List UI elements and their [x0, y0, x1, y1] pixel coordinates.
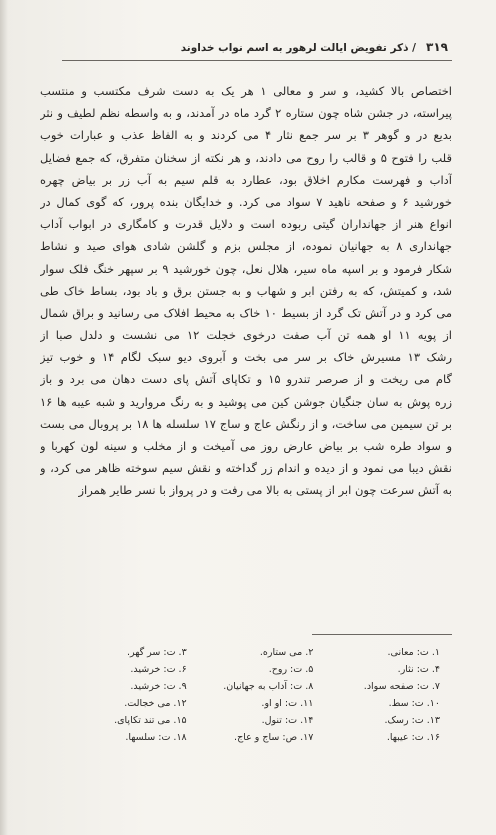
footnote-rule [312, 634, 452, 635]
footnote: ۱۳. ت: رسک. [384, 715, 440, 726]
text-line: شکار فرمود و بر اسپه ماه سیر، هلال نعل، چون خورشید ۹ بر سپهر خنگ فلک سوار [40, 261, 452, 276]
footnote: ۳. ت: سر گهر. [126, 647, 187, 658]
text-line: از پویه ۱۱ او همه تن آب صفت درخوی خجلت ۱۲ می نشست و دلدل صبا از [40, 328, 452, 343]
text-line: نقش دیبا می نمود و از دیده و اندام زر گداخته و نقش سیم سوخته ظاهر می کرد، و [40, 461, 452, 476]
text-line: زره پوش به سان جنگیان جوشن کین می پوشید و به رنگ مروارید و شبه عیبه ها ۱۶ [40, 394, 452, 409]
footnote: ۶. ت: خرشید. [130, 664, 187, 675]
main-text [40, 80, 452, 502]
text-line: به آتش سرعت چون ابر از پستی به بالا می رفت و در پرواز با نسر طایر همراز [78, 483, 452, 498]
text-line: و سواد طره شب بر بیاض عارض روز می آمیخت و از مخلب و سینه لون کهربا و [40, 439, 452, 453]
footnotes [60, 646, 440, 745]
page-number: ۳۱۹ [426, 40, 448, 54]
text-line: رشک ۱۳ مسیرش خاک بر سر می بخت و آبروی دیو سبک لگام ۱۴ و خوب تیز [40, 350, 452, 365]
text-line: اختصاص بالا کشید، و سر و معالی ۱ هر یک به دست شرف مکتسب و منتسب [40, 84, 452, 98]
text-line: بدیع در و گوهر ۳ بر سر جمع نثار ۴ می کردند و به الفاظ عذب و عبارات خوب [40, 128, 452, 143]
header-rule [62, 60, 452, 61]
text-line: گام می ریخت و از صرصر تندرو ۱۵ و تکاپای آتش پای دست دهان می برد و باز [40, 372, 452, 387]
running-title: / ذکر تفویض ایالت لرهور به اسم نواب خداوند [180, 42, 417, 54]
text-line: شد، و کمیتش، که به رفتن ابر و شهاب و به جستن برق و باد بود، بساط خاک طی [40, 283, 452, 298]
footnote: ۷. ت: صفحه سواد. [363, 681, 440, 692]
footnote: ۱۶. ت: عیبها. [386, 732, 440, 743]
footnote: ۵. ت: روح. [268, 664, 314, 675]
text-line: می کرد و در آتش تک گرد از بسیط ۱۰ خاک به محیط افلاک می رسانید و براق شمال [40, 305, 452, 320]
text-line: انواع هنر از جهانداران گیتی ربوده است و دلایل قدرت و کامگاری در ابواب آداب [40, 217, 452, 232]
text-line: پیراسته، در جشن شاه چون ستاره ۲ گرد ماه در آمدند، و به واسطه نظم لطیف و نثر [40, 106, 452, 121]
footnote: ۱۸. ت: سلسها. [125, 732, 187, 743]
footnote: ۱۷. ص: ساج و عاج. [234, 732, 314, 743]
footnote: ۹. ت: خرشید. [130, 681, 187, 692]
page-gutter-shadow [0, 0, 8, 835]
footnote: ۱۲. می خجالت. [124, 698, 187, 709]
footnote: ۱۵. می تند تکاپای. [114, 715, 187, 726]
footnote: ۱۴. ت: تنول. [261, 715, 314, 726]
footnote: ۱۱. ت: او او. [261, 698, 314, 709]
text-line: بر تن سیمین می ساخت، و از رنگش عاج و ساج ۱۷ سلسله ها ۱۸ بر پروبال می بست [40, 416, 452, 431]
text-line: جهانداری ۸ به جهانیان نموده، از مجلس بزم و گلشن شادی هوای صید و نشاط [40, 239, 452, 254]
running-header [60, 40, 448, 54]
text-line: آداب و فهرست مکارم اخلاق بود، عطارد به قلم سیم به آب زر بر بیاض چهره [40, 172, 452, 187]
footnote: ۴. ت: نثار. [397, 664, 440, 675]
footnote: ۱. ت: معانی. [387, 647, 440, 658]
footnote: ۲. می ستاره. [259, 647, 314, 658]
text-line: قلب را فتوح ۵ و قالب را روح می دادند، و هر نکته از سخنان متفرق، که جمع فضایل [40, 150, 452, 165]
text-line: خورشید ۶ و صفحه ناهید ۷ سواد می کرد. و خدایگان بنده پرور، که گوی کمال در [40, 194, 452, 209]
footnote: ۸. ت: آداب به جهانیان. [223, 681, 314, 692]
footnote: ۱۰. ت: سط. [388, 698, 440, 709]
